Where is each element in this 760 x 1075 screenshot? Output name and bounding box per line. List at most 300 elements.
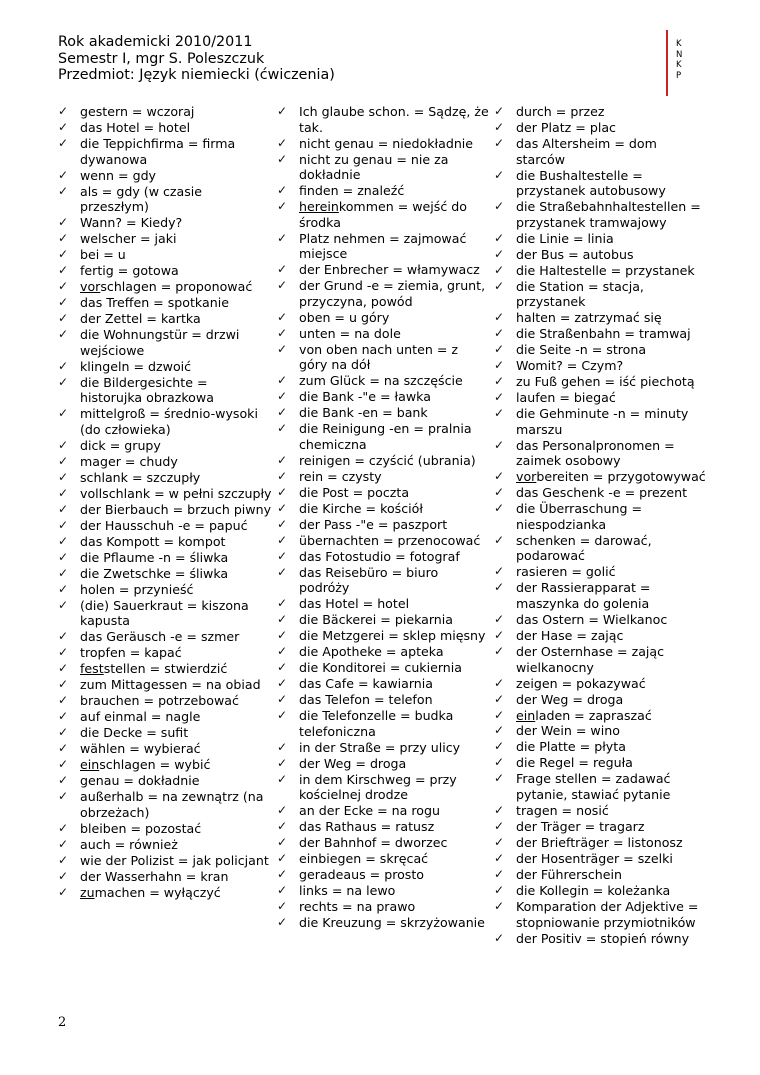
page-number: 2	[58, 1015, 67, 1030]
vocab-text: nicht genau = niedokładnie	[299, 135, 474, 151]
vocab-text: rein = czysty	[299, 468, 382, 484]
checkmark-icon: ✓	[494, 707, 505, 722]
vocab-item	[58, 247, 272, 263]
vocab-item	[277, 136, 489, 152]
vocab-text: die Kirche = kościół	[299, 500, 423, 516]
checkmark-icon: ✓	[58, 406, 69, 421]
vocab-text: der Zettel = kartka	[80, 311, 201, 327]
vocab-text: der Hosenträger = szelki	[516, 850, 673, 866]
vocab-item	[58, 279, 272, 295]
vocab-item	[277, 373, 489, 389]
checkmark-icon: ✓	[277, 452, 288, 467]
vocab-text: die Teppichfirma = firma dywanowa	[80, 135, 236, 167]
checkmark-icon: ✓	[494, 834, 505, 849]
vocab-item	[58, 295, 272, 311]
checkmark-icon: ✓	[277, 373, 288, 388]
vocab-item	[494, 628, 706, 644]
checkmark-icon: ✓	[58, 327, 69, 341]
vocab-item	[277, 676, 489, 692]
vocab-text: der Weg = droga	[299, 755, 407, 771]
vocab-item	[494, 676, 706, 692]
vocab-text: (die) Sauerkraut = kiszona kapusta	[80, 597, 249, 629]
checkmark-icon: ✓	[494, 326, 505, 341]
vocab-text: schlagen = wybić	[99, 757, 211, 773]
vocab-text: links = na lewo	[299, 883, 396, 899]
checkmark-icon: ✓	[58, 469, 69, 484]
vocab-text: die Konditorei = cukiernia	[299, 660, 463, 676]
vocab-item	[277, 660, 489, 676]
checkmark-icon: ✓	[58, 279, 69, 294]
vocab-item	[58, 263, 272, 279]
checkmark-icon: ✓	[277, 755, 288, 770]
vocab-text: in dem Kirschweg = przy kościelnej drodze	[299, 771, 457, 803]
checkmark-icon: ✓	[58, 167, 69, 182]
vocab-text: auch = również	[80, 836, 178, 852]
vocab-item	[58, 120, 272, 136]
checkmark-icon: ✓	[494, 755, 505, 770]
vocab-text: die Haltestelle = przystanek	[516, 262, 695, 278]
checkmark-icon: ✓	[58, 517, 69, 532]
vocab-text: Wann? = Kiedy?	[80, 215, 183, 231]
vocab-item	[494, 438, 706, 469]
separable-prefix: vor	[80, 279, 101, 295]
vocab-text: der Platz = plac	[516, 119, 616, 135]
vocab-text: die Kreuzung = skrzyżowanie	[299, 915, 485, 931]
vocab-text: zum Mittagessen = na obiad	[80, 677, 261, 693]
vocab-item	[58, 885, 272, 901]
vocab-item	[58, 693, 272, 709]
vocab-item	[494, 469, 706, 485]
vocab-item	[277, 708, 489, 739]
checkmark-icon: ✓	[494, 358, 505, 373]
checkmark-icon: ✓	[277, 468, 288, 483]
separable-prefix: zu	[80, 884, 95, 900]
vocab-text: brauchen = potrzebować	[80, 693, 239, 709]
checkmark-icon: ✓	[494, 342, 505, 357]
vocab-item	[277, 756, 489, 772]
checkmark-icon: ✓	[277, 883, 288, 898]
vocab-item	[58, 598, 272, 629]
vocab-column-1	[58, 104, 272, 900]
checkmark-icon: ✓	[494, 723, 505, 738]
vocab-text: das Kompott = kompot	[80, 533, 226, 549]
vocab-item	[58, 470, 272, 486]
vocab-text: schenken = darować, podarować	[516, 532, 652, 564]
vocab-item	[494, 279, 706, 310]
knkp-logo	[654, 30, 694, 98]
checkmark-icon: ✓	[494, 691, 505, 706]
checkmark-icon: ✓	[494, 485, 505, 500]
vocab-text: einbiegen = skręcać	[299, 851, 429, 867]
checkmark-icon: ✓	[277, 262, 288, 277]
vocab-text: der Bus = autobus	[516, 246, 634, 262]
checkmark-icon: ✓	[58, 231, 69, 246]
checkmark-icon: ✓	[494, 167, 505, 182]
vocab-text: klingeln = dzwoić	[80, 358, 192, 374]
vocab-text: die Post = poczta	[299, 484, 410, 500]
checkmark-icon: ✓	[58, 645, 69, 660]
vocab-item	[494, 199, 706, 230]
vocab-text: die Seite -n = strona	[516, 342, 647, 358]
checkmark-icon: ✓	[277, 676, 288, 691]
vocab-text: die Metzgerei = sklep mięsny	[299, 628, 486, 644]
checkmark-icon: ✓	[277, 819, 288, 834]
vocab-item	[277, 342, 489, 373]
checkmark-icon: ✓	[58, 741, 69, 756]
vocab-item	[277, 549, 489, 565]
vocab-text: die Decke = sufit	[80, 725, 189, 741]
checkmark-icon: ✓	[494, 135, 505, 150]
vocab-item	[58, 136, 272, 167]
vocab-item	[58, 741, 272, 757]
vocab-text: der Hausschuh -e = papuć	[80, 517, 248, 533]
vocab-item	[277, 915, 489, 931]
vocab-text: Platz nehmen = zajmować miejsce	[299, 230, 467, 262]
vocab-text: oben = u góry	[299, 309, 390, 325]
vocab-item	[494, 533, 706, 564]
vocab-item	[494, 104, 706, 120]
vocab-text: fertig = gotowa	[80, 263, 179, 279]
vocab-text: die Regel = reguła	[516, 755, 633, 771]
vocab-item	[58, 709, 272, 725]
vocab-item	[58, 375, 272, 406]
vocab-text: bei = u	[80, 247, 126, 263]
checkmark-icon: ✓	[58, 565, 69, 580]
vocab-text: die Straßebahnhaltestellen = przystanek tramwajowy	[516, 199, 701, 230]
vocab-text: schlank = szczupły	[80, 469, 201, 485]
vocab-text: das Hotel = hotel	[299, 596, 410, 612]
vocab-text: rechts = na prawo	[299, 899, 416, 915]
checkmark-icon: ✓	[58, 597, 69, 612]
vocab-item	[58, 869, 272, 885]
vocab-text: der Hase = zając	[516, 627, 624, 643]
vocab-item	[58, 486, 272, 502]
vocab-text: die Pflaume -n = śliwka	[80, 549, 229, 565]
checkmark-icon: ✓	[494, 246, 505, 261]
checkmark-icon: ✓	[277, 278, 288, 293]
vocab-item	[277, 596, 489, 612]
vocab-item	[494, 168, 706, 199]
vocab-item	[494, 867, 706, 883]
checkmark-icon: ✓	[58, 437, 69, 452]
vocab-item	[58, 757, 272, 773]
vocab-item	[494, 247, 706, 263]
checkmark-icon: ✓	[58, 661, 69, 676]
checkmark-icon: ✓	[277, 835, 288, 850]
vocab-text: der Wein = wino	[516, 723, 620, 739]
vocab-text: tragen = nosić	[516, 803, 609, 819]
checkmark-icon: ✓	[58, 374, 69, 389]
checkmark-icon: ✓	[58, 693, 69, 708]
vocab-item	[277, 772, 489, 803]
checkmark-icon: ✓	[494, 469, 505, 484]
checkmark-icon: ✓	[58, 311, 69, 326]
checkmark-icon: ✓	[58, 773, 69, 787]
vocab-text: wie der Polizist = jak policjant	[80, 852, 269, 868]
checkmark-icon: ✓	[277, 199, 288, 214]
vocab-text: der Pass -"e = paszport	[299, 516, 448, 532]
vocab-text: Ich glaube schon. = Sądzę, że tak.	[299, 104, 489, 135]
vocab-item	[494, 326, 706, 342]
checkmark-icon: ✓	[58, 215, 69, 230]
checkmark-icon: ✓	[494, 532, 505, 547]
checkmark-icon: ✓	[58, 119, 69, 134]
vocab-text: mittelgroß = średnio-wysoki (do człowieka)	[80, 406, 258, 437]
vocab-text: machen = wyłączyć	[94, 884, 221, 900]
vocab-text: von oben nach unten = z góry na dół	[299, 341, 458, 373]
checkmark-icon: ✓	[58, 263, 69, 278]
checkmark-icon: ✓	[494, 580, 505, 595]
checkmark-icon: ✓	[277, 612, 288, 627]
vocab-text: das Geräusch -e = szmer	[80, 629, 240, 645]
vocab-item	[58, 821, 272, 837]
vocab-item	[277, 183, 489, 199]
vocab-text: das Rathaus = ratusz	[299, 819, 435, 835]
checkmark-icon: ✓	[494, 739, 505, 754]
vocab-item	[494, 803, 706, 819]
vocab-item	[494, 692, 706, 708]
vocab-text: genau = dokładnie	[80, 773, 200, 788]
vocab-item	[58, 327, 272, 358]
vocab-text: wenn = gdy	[80, 167, 157, 183]
logo-letter: K	[676, 39, 682, 49]
vocab-text: gestern = wczoraj	[80, 104, 195, 119]
vocab-item	[494, 644, 706, 675]
vocab-item	[277, 310, 489, 326]
vocab-text: das Reisebüro = biuro podróży	[299, 564, 439, 596]
vocab-item	[494, 390, 706, 406]
checkmark-icon: ✓	[277, 915, 288, 930]
vocab-item	[58, 518, 272, 534]
vocab-item	[277, 389, 489, 405]
vocab-text: die Linie = linia	[516, 230, 614, 246]
vocab-item	[277, 104, 489, 135]
vocab-item	[58, 566, 272, 582]
checkmark-icon: ✓	[277, 151, 288, 166]
vocab-text: die Station = stacja, przystanek	[516, 278, 644, 310]
vocab-item	[277, 517, 489, 533]
checkmark-icon: ✓	[494, 310, 505, 325]
vocab-text: außerhalb = na zewnątrz (na obrzeżach)	[80, 788, 264, 820]
checkmark-icon: ✓	[277, 500, 288, 515]
vocab-column-2	[277, 104, 489, 931]
vocab-item	[58, 231, 272, 247]
academic-year: Rok akademicki 2010/2011	[58, 34, 253, 50]
separable-prefix: vor	[516, 469, 537, 485]
checkmark-icon: ✓	[494, 199, 505, 214]
vocab-text: holen = przynieść	[80, 581, 194, 597]
vocab-item	[494, 739, 706, 755]
vocab-item	[494, 851, 706, 867]
checkmark-icon: ✓	[494, 819, 505, 833]
vocab-item	[494, 374, 706, 390]
checkmark-icon: ✓	[277, 771, 288, 786]
vocab-item	[58, 502, 272, 518]
checkmark-icon: ✓	[58, 677, 69, 692]
checkmark-icon: ✓	[277, 899, 288, 914]
separable-prefix: herein	[299, 199, 339, 215]
vocab-text: tropfen = kapać	[80, 645, 182, 661]
vocab-text: die Gehminute -n = minuty marszu	[516, 406, 689, 437]
checkmark-icon: ✓	[277, 325, 288, 340]
vocab-item	[277, 628, 489, 644]
checkmark-icon: ✓	[277, 628, 288, 643]
logo-letter: K	[676, 60, 682, 70]
vocab-text: zeigen = pokazywać	[516, 675, 646, 691]
vocab-text: nicht zu genau = nie za dokładnie	[299, 151, 449, 183]
checkmark-icon: ✓	[494, 850, 505, 865]
vocab-text: das Treffen = spotkanie	[80, 295, 229, 311]
checkmark-icon: ✓	[494, 882, 505, 897]
checkmark-icon: ✓	[494, 406, 505, 421]
vocab-text: an der Ecke = na rogu	[299, 803, 440, 819]
vocab-text: die Zwetschke = śliwka	[80, 565, 229, 581]
vocab-item	[58, 773, 272, 789]
vocab-text: in der Straße = przy ulicy	[299, 739, 461, 755]
vocab-item	[494, 342, 706, 358]
vocab-item	[277, 533, 489, 549]
vocab-text: schlagen = proponować	[100, 279, 253, 295]
logo-red-bar	[666, 30, 668, 96]
vocab-text: vollschlank = w pełni szczupły	[80, 485, 272, 501]
vocab-item	[277, 883, 489, 899]
checkmark-icon: ✓	[277, 692, 288, 707]
checkmark-icon: ✓	[58, 453, 69, 468]
checkmark-icon: ✓	[277, 739, 288, 754]
vocab-text: der Osternhase = zając wielkanocny	[516, 643, 665, 675]
checkmark-icon: ✓	[277, 867, 288, 882]
vocab-item	[58, 438, 272, 454]
vocab-item	[277, 835, 489, 851]
vocab-item	[494, 612, 706, 628]
vocab-item	[277, 152, 489, 183]
checkmark-icon: ✓	[277, 708, 288, 723]
vocab-text: das Altersheim = dom starców	[516, 135, 657, 167]
vocab-text: die Reinigung -en = pralnia chemiczna	[299, 421, 472, 452]
checkmark-icon: ✓	[494, 866, 505, 881]
vocab-text: durch = przez	[516, 104, 605, 119]
vocab-item	[277, 278, 489, 309]
checkmark-icon: ✓	[58, 757, 69, 772]
checkmark-icon: ✓	[58, 788, 69, 803]
vocab-item	[58, 629, 272, 645]
vocab-text: rasieren = golić	[516, 564, 616, 580]
vocab-item	[58, 789, 272, 820]
vocab-text: der Positiv = stopień równy	[516, 930, 690, 946]
vocab-item	[277, 565, 489, 596]
vocab-item	[494, 406, 706, 437]
vocab-item	[277, 469, 489, 485]
checkmark-icon: ✓	[58, 836, 69, 851]
vocab-item	[58, 359, 272, 375]
vocab-item	[58, 184, 272, 215]
vocab-text: der Weg = droga	[516, 691, 624, 707]
vocab-item	[494, 755, 706, 771]
vocab-item	[277, 692, 489, 708]
vocab-text: die Bäckerei = piekarnia	[299, 612, 454, 628]
vocab-text: der Briefträger = listonosz	[516, 834, 683, 850]
vocab-text: der Träger = tragarz	[516, 819, 645, 834]
vocab-item	[277, 740, 489, 756]
checkmark-icon: ✓	[277, 644, 288, 659]
vocab-item	[494, 883, 706, 899]
vocab-item	[494, 723, 706, 739]
vocab-item	[494, 136, 706, 167]
checkmark-icon: ✓	[494, 898, 505, 913]
vocab-text: das Hotel = hotel	[80, 119, 191, 135]
vocab-text: der Rassierapparat = maszynka do golenia	[516, 580, 651, 611]
separable-prefix: fest	[80, 661, 104, 677]
vocab-text: das Cafe = kawiarnia	[299, 676, 433, 692]
checkmark-icon: ✓	[58, 725, 69, 740]
checkmark-icon: ✓	[58, 247, 69, 262]
vocab-item	[494, 310, 706, 326]
document-header	[58, 34, 335, 84]
vocab-text: mager = chudy	[80, 453, 178, 469]
checkmark-icon: ✓	[494, 627, 505, 642]
vocab-item	[277, 485, 489, 501]
vocab-item	[494, 485, 706, 501]
vocab-text: auf einmal = nagle	[80, 709, 201, 725]
checkmark-icon: ✓	[494, 803, 505, 818]
checkmark-icon: ✓	[58, 581, 69, 596]
vocab-item	[494, 120, 706, 136]
vocab-item	[277, 819, 489, 835]
checkmark-icon: ✓	[494, 390, 505, 405]
logo-letter: N	[676, 49, 683, 60]
vocab-text: übernachten = przenocować	[299, 532, 481, 548]
vocab-text: das Geschenk -e = prezent	[516, 485, 688, 501]
checkmark-icon: ✓	[494, 501, 505, 516]
vocab-item	[58, 168, 272, 184]
vocab-item	[58, 661, 272, 677]
vocab-text: die Kollegin = koleżanka	[516, 882, 671, 898]
vocab-item	[277, 231, 489, 262]
checkmark-icon: ✓	[58, 852, 69, 867]
vocab-item	[58, 725, 272, 741]
vocab-text: reinigen = czyścić (ubrania)	[299, 452, 476, 468]
vocab-item	[58, 534, 272, 550]
checkmark-icon: ✓	[58, 884, 69, 899]
semester-teacher: Semestr I, mgr S. Poleszczuk	[58, 50, 265, 67]
vocab-text: zu Fuß gehen = iść piechotą	[516, 374, 695, 390]
checkmark-icon: ✓	[58, 183, 69, 198]
vocab-text: laufen = biegać	[516, 390, 616, 406]
checkmark-icon: ✓	[494, 564, 505, 579]
checkmark-icon: ✓	[58, 358, 69, 373]
checkmark-icon: ✓	[58, 485, 69, 500]
checkmark-icon: ✓	[277, 516, 288, 531]
checkmark-icon: ✓	[58, 501, 69, 516]
checkmark-icon: ✓	[58, 868, 69, 883]
checkmark-icon: ✓	[58, 135, 69, 150]
vocab-item	[277, 326, 489, 342]
vocab-item	[494, 358, 706, 374]
checkmark-icon: ✓	[277, 341, 288, 356]
vocab-item	[494, 708, 706, 724]
vocab-item	[494, 580, 706, 611]
vocab-item	[277, 453, 489, 469]
vocab-text: die Bushaltestelle = przystanek autobusowy	[516, 167, 666, 199]
vocab-text: die Platte = płyta	[516, 739, 626, 755]
checkmark-icon: ✓	[494, 374, 505, 389]
vocab-text: zum Glück = na szczęście	[299, 373, 463, 389]
vocab-item	[277, 899, 489, 915]
checkmark-icon: ✓	[494, 230, 505, 245]
vocab-text: die Telefonzelle = budka telefoniczna	[299, 708, 454, 739]
vocab-item	[58, 550, 272, 566]
vocab-item	[494, 771, 706, 802]
